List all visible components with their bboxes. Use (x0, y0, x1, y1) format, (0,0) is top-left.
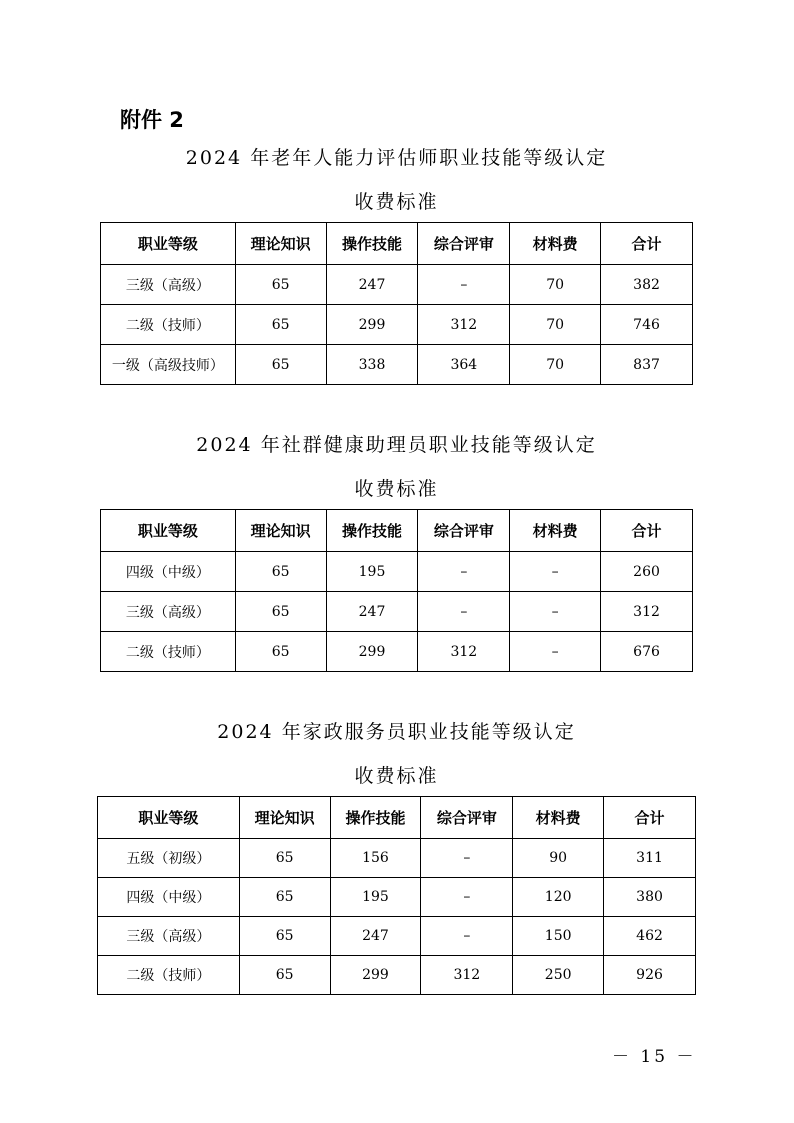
cell-review: 312 (418, 632, 510, 672)
cell-review: – (421, 878, 513, 917)
cell-review: 312 (418, 305, 510, 345)
fee-table (100, 222, 693, 385)
cell-total: 837 (601, 345, 693, 385)
cell-practical: 156 (330, 839, 421, 878)
cell-practical: 247 (326, 265, 418, 305)
cell-practical: 247 (326, 592, 418, 632)
cell-theory: 65 (239, 917, 330, 956)
cell-practical: 338 (326, 345, 418, 385)
table-row (101, 552, 693, 592)
cell-level: 四级（中级） (101, 552, 236, 592)
cell-theory: 65 (239, 956, 330, 995)
cell-level: 三级（高级） (98, 917, 240, 956)
cell-level: 五级（初级） (98, 839, 240, 878)
header-practical: 操作技能 (326, 223, 418, 265)
cell-theory: 65 (235, 552, 326, 592)
header-total: 合计 (601, 223, 693, 265)
header-total: 合计 (604, 797, 696, 839)
cell-theory: 65 (235, 265, 326, 305)
header-material: 材料费 (510, 223, 601, 265)
cell-total: 380 (604, 878, 696, 917)
fee-table (100, 509, 693, 672)
section-subtitle: 收费标准 (354, 191, 439, 213)
cell-level: 二级（技师） (98, 956, 240, 995)
cell-theory: 65 (235, 305, 326, 345)
cell-review: – (418, 552, 510, 592)
cell-total: 462 (604, 917, 696, 956)
section-title: 2024 年老年人能力评估师职业技能等级认定 (185, 147, 608, 169)
table-row (101, 632, 693, 672)
header-total: 合计 (601, 510, 693, 552)
header-practical: 操作技能 (330, 797, 421, 839)
table-header-row (98, 797, 696, 839)
cell-total: 260 (601, 552, 693, 592)
cell-material: – (510, 592, 601, 632)
cell-practical: 299 (326, 305, 418, 345)
cell-level: 一级（高级技师） (101, 345, 236, 385)
cell-theory: 65 (235, 345, 326, 385)
header-review: 综合评审 (418, 510, 510, 552)
header-level: 职业等级 (101, 510, 236, 552)
cell-practical: 299 (330, 956, 421, 995)
cell-level: 二级（技师） (101, 305, 236, 345)
cell-material: 70 (510, 305, 601, 345)
section-title: 2024 年社群健康助理员职业技能等级认定 (196, 434, 597, 456)
cell-theory: 65 (239, 839, 330, 878)
cell-review: 312 (421, 956, 513, 995)
cell-material: 70 (510, 345, 601, 385)
cell-level: 三级（高级） (101, 592, 236, 632)
cell-practical: 195 (330, 878, 421, 917)
cell-theory: 65 (235, 592, 326, 632)
header-level: 职业等级 (98, 797, 240, 839)
cell-theory: 65 (239, 878, 330, 917)
table-row (98, 956, 696, 995)
cell-level: 四级（中级） (98, 878, 240, 917)
cell-material: – (510, 552, 601, 592)
table-row (98, 878, 696, 917)
cell-review: – (421, 839, 513, 878)
header-review: 综合评审 (418, 223, 510, 265)
cell-review: – (418, 592, 510, 632)
table-row (101, 345, 693, 385)
cell-practical: 247 (330, 917, 421, 956)
cell-total: 746 (601, 305, 693, 345)
table-row (101, 265, 693, 305)
header-level: 职业等级 (101, 223, 236, 265)
cell-material: 150 (513, 917, 604, 956)
table-row (101, 305, 693, 345)
cell-practical: 195 (326, 552, 418, 592)
cell-material: 120 (513, 878, 604, 917)
section-title: 2024 年家政服务员职业技能等级认定 (217, 721, 576, 743)
header-material: 材料费 (513, 797, 604, 839)
page-number: － 15 － (612, 1047, 697, 1067)
header-theory: 理论知识 (235, 510, 326, 552)
cell-total: 676 (601, 632, 693, 672)
header-theory: 理论知识 (239, 797, 330, 839)
cell-total: 926 (604, 956, 696, 995)
cell-level: 二级（技师） (101, 632, 236, 672)
cell-total: 312 (601, 592, 693, 632)
table-header-row (101, 510, 693, 552)
table-header-row (101, 223, 693, 265)
table-row (101, 592, 693, 632)
header-theory: 理论知识 (235, 223, 326, 265)
header-review: 综合评审 (421, 797, 513, 839)
cell-material: 90 (513, 839, 604, 878)
fee-table (97, 796, 696, 995)
cell-review: 364 (418, 345, 510, 385)
table-row (98, 839, 696, 878)
cell-material: 70 (510, 265, 601, 305)
cell-material: – (510, 632, 601, 672)
cell-review: – (421, 917, 513, 956)
section-subtitle: 收费标准 (354, 765, 439, 787)
table-row (98, 917, 696, 956)
section-subtitle: 收费标准 (354, 478, 439, 500)
fee-section-elderly-assessor (100, 144, 693, 385)
cell-total: 311 (604, 839, 696, 878)
header-practical: 操作技能 (326, 510, 418, 552)
cell-review: – (418, 265, 510, 305)
header-material: 材料费 (510, 510, 601, 552)
fee-section-community-health (100, 431, 693, 672)
cell-total: 382 (601, 265, 693, 305)
attachment-label: 附件 2 (120, 108, 184, 132)
cell-practical: 299 (326, 632, 418, 672)
cell-theory: 65 (235, 632, 326, 672)
cell-level: 三级（高级） (101, 265, 236, 305)
fee-section-housekeeping (97, 718, 696, 995)
cell-material: 250 (513, 956, 604, 995)
